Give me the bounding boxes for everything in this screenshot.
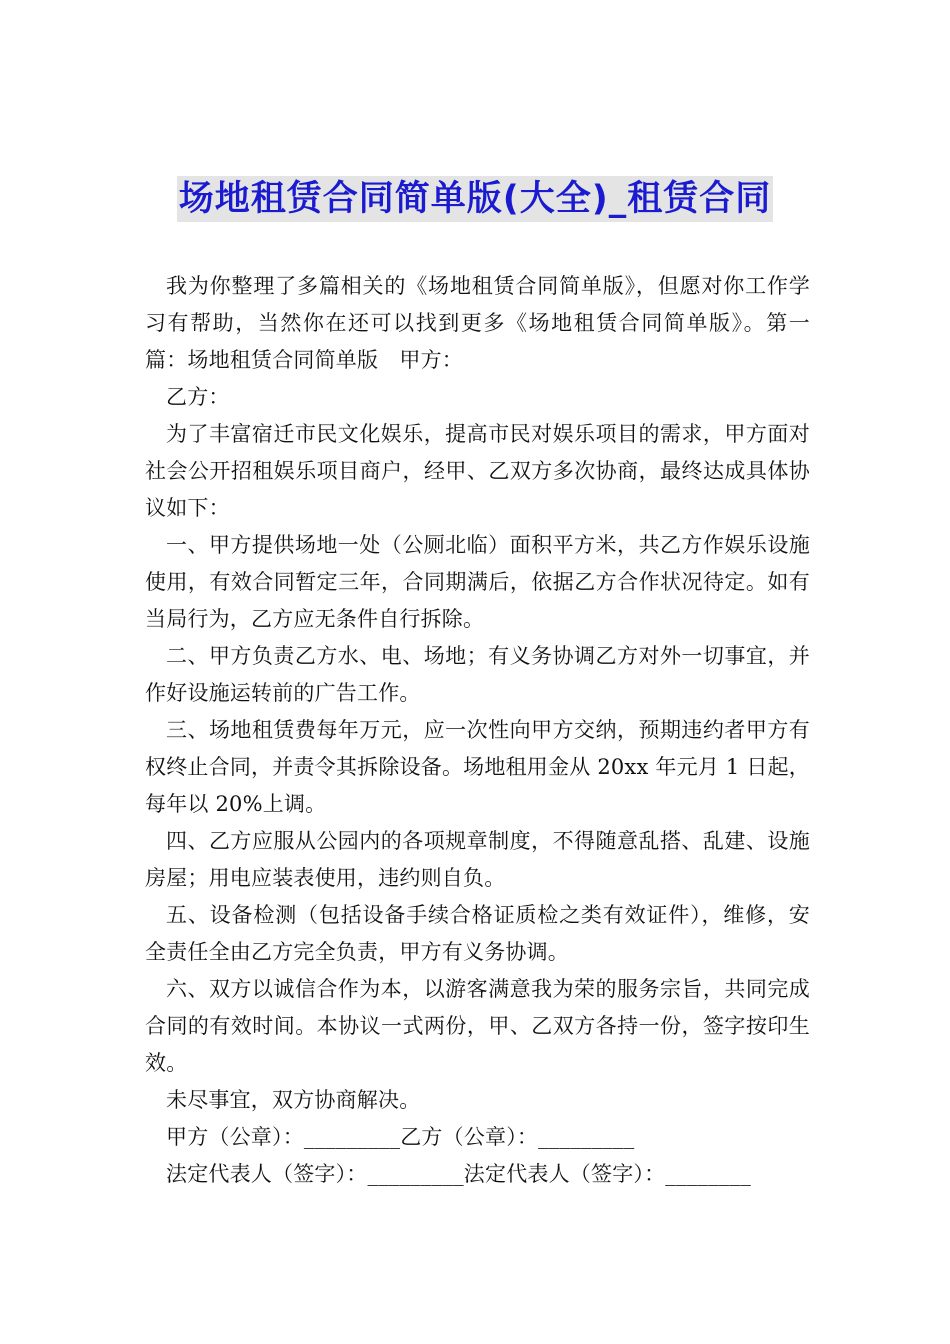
signature-line-representative: 法定代表人（签字）：_________法定代表人（签字）：________ bbox=[166, 1162, 751, 1186]
paragraph-party-b: 乙方： bbox=[166, 385, 230, 409]
paragraph-clause-4: 四、乙方应服从公园内的各项规章制度，不得随意乱搭、乱建、设施房屋；用电应装表使用，违约则自负。 bbox=[145, 829, 810, 890]
paragraph-clause-3: 三、场地租赁费每年万元，应一次性向甲方交纳，预期违约者甲方有权终止合同，并责令其拆除设备。场地租用金从 20xx 年元月 1 日起，每年以 20%上调。 bbox=[145, 718, 810, 816]
paragraph-clause-2: 二、甲方负责乙方水、电、场地；有义务协调乙方对外一切事宜，并作好设施运转前的广告工作。 bbox=[145, 644, 810, 705]
paragraph-intro: 我为你整理了多篇相关的《场地租赁合同简单版》，但愿对你工作学习有帮助，当然你在还可以找到更多《场地租赁合同简单版》。第一篇：场地租赁合同简单版 甲方： bbox=[145, 274, 810, 372]
signature-line-seal: 甲方（公章）：_________乙方（公章）：_________ bbox=[166, 1125, 635, 1149]
paragraph-closing: 未尽事宜，双方协商解决。 bbox=[166, 1088, 421, 1112]
paragraph-clause-1: 一、甲方提供场地一处（公厕北临）面积平方米，共乙方作娱乐设施使用，有效合同暂定三年，合同期满后，依据乙方合作状况待定。如有当局行为，乙方应无条件自行拆除。 bbox=[145, 533, 810, 631]
paragraph-clause-6: 六、双方以诚信合作为本，以游客满意我为荣的服务宗旨，共同完成合同的有效时间。本协议一式两份，甲、乙双方各持一份，签字按印生效。 bbox=[145, 977, 810, 1075]
document-body bbox=[145, 268, 810, 1193]
paragraph-clause-5: 五、设备检测（包括设备手续合格证质检之类有效证件），维修，安全责任全由乙方完全负责，甲方有义务协调。 bbox=[145, 903, 810, 964]
paragraph-preamble: 为了丰富宿迁市民文化娱乐，提高市民对娱乐项目的需求，甲方面对社会公开招租娱乐项目商户，经甲、乙双方多次协商，最终达成具体协议如下： bbox=[145, 422, 810, 520]
document-title: 场地租赁合同简单版(大全)_租赁合同 bbox=[177, 176, 774, 222]
title-container bbox=[0, 176, 950, 222]
